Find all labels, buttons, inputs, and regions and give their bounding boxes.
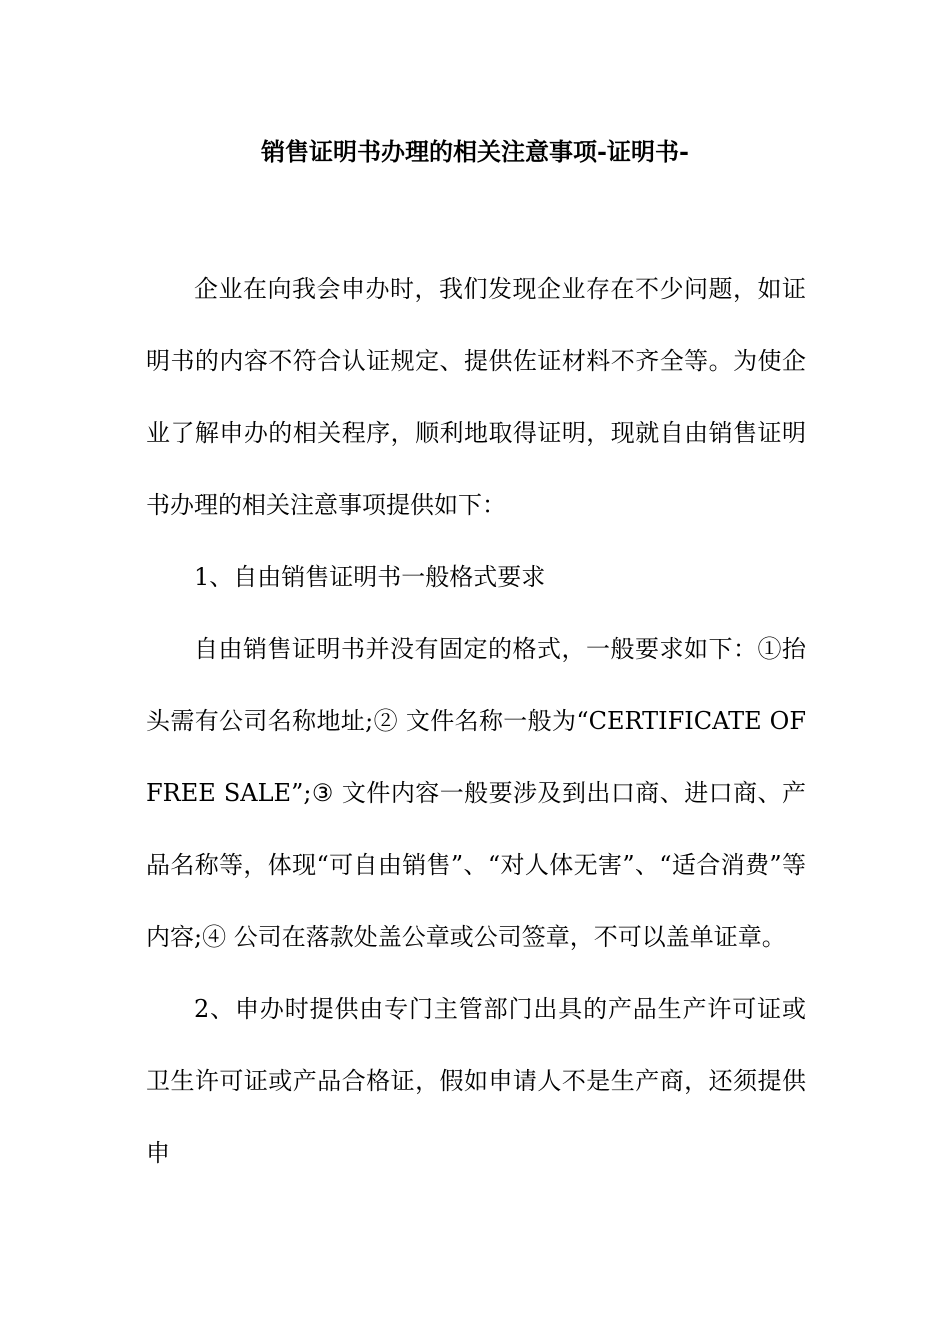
paragraph-section-1-heading: 1、自由销售证明书一般格式要求 bbox=[194, 563, 546, 591]
document-body bbox=[146, 253, 806, 1189]
paragraph-format-requirements: 自由销售证明书并没有固定的格式，一般要求如下：①抬头需有公司名称地址;② 文件名称一般为“CERTIFICATE OF FREE SALE”;③ 文件内容一般要涉及到出口商、进口商、产品名称等，体现“可自由销售”、“对人体无害”、“适合消费”等内容;④ 公司在落款处盖公章或公司签章，不可以盖单证章。 bbox=[146, 635, 806, 951]
paragraph-intro: 企业在向我会申办时，我们发现企业存在不少问题，如证明书的内容不符合认证规定、提供佐证材料不齐全等。为使企业了解申办的相关程序，顺利地取得证明，现就自由销售证明书办理的相关注意事项提供如下： bbox=[146, 275, 806, 519]
document-title: 销售证明书办理的相关注意事项-证明书- bbox=[261, 137, 689, 166]
paragraph-section-2: 2、申办时提供由专门主管部门出具的产品生产许可证或卫生许可证或产品合格证，假如申请人不是生产商，还须提供申 bbox=[146, 995, 806, 1167]
